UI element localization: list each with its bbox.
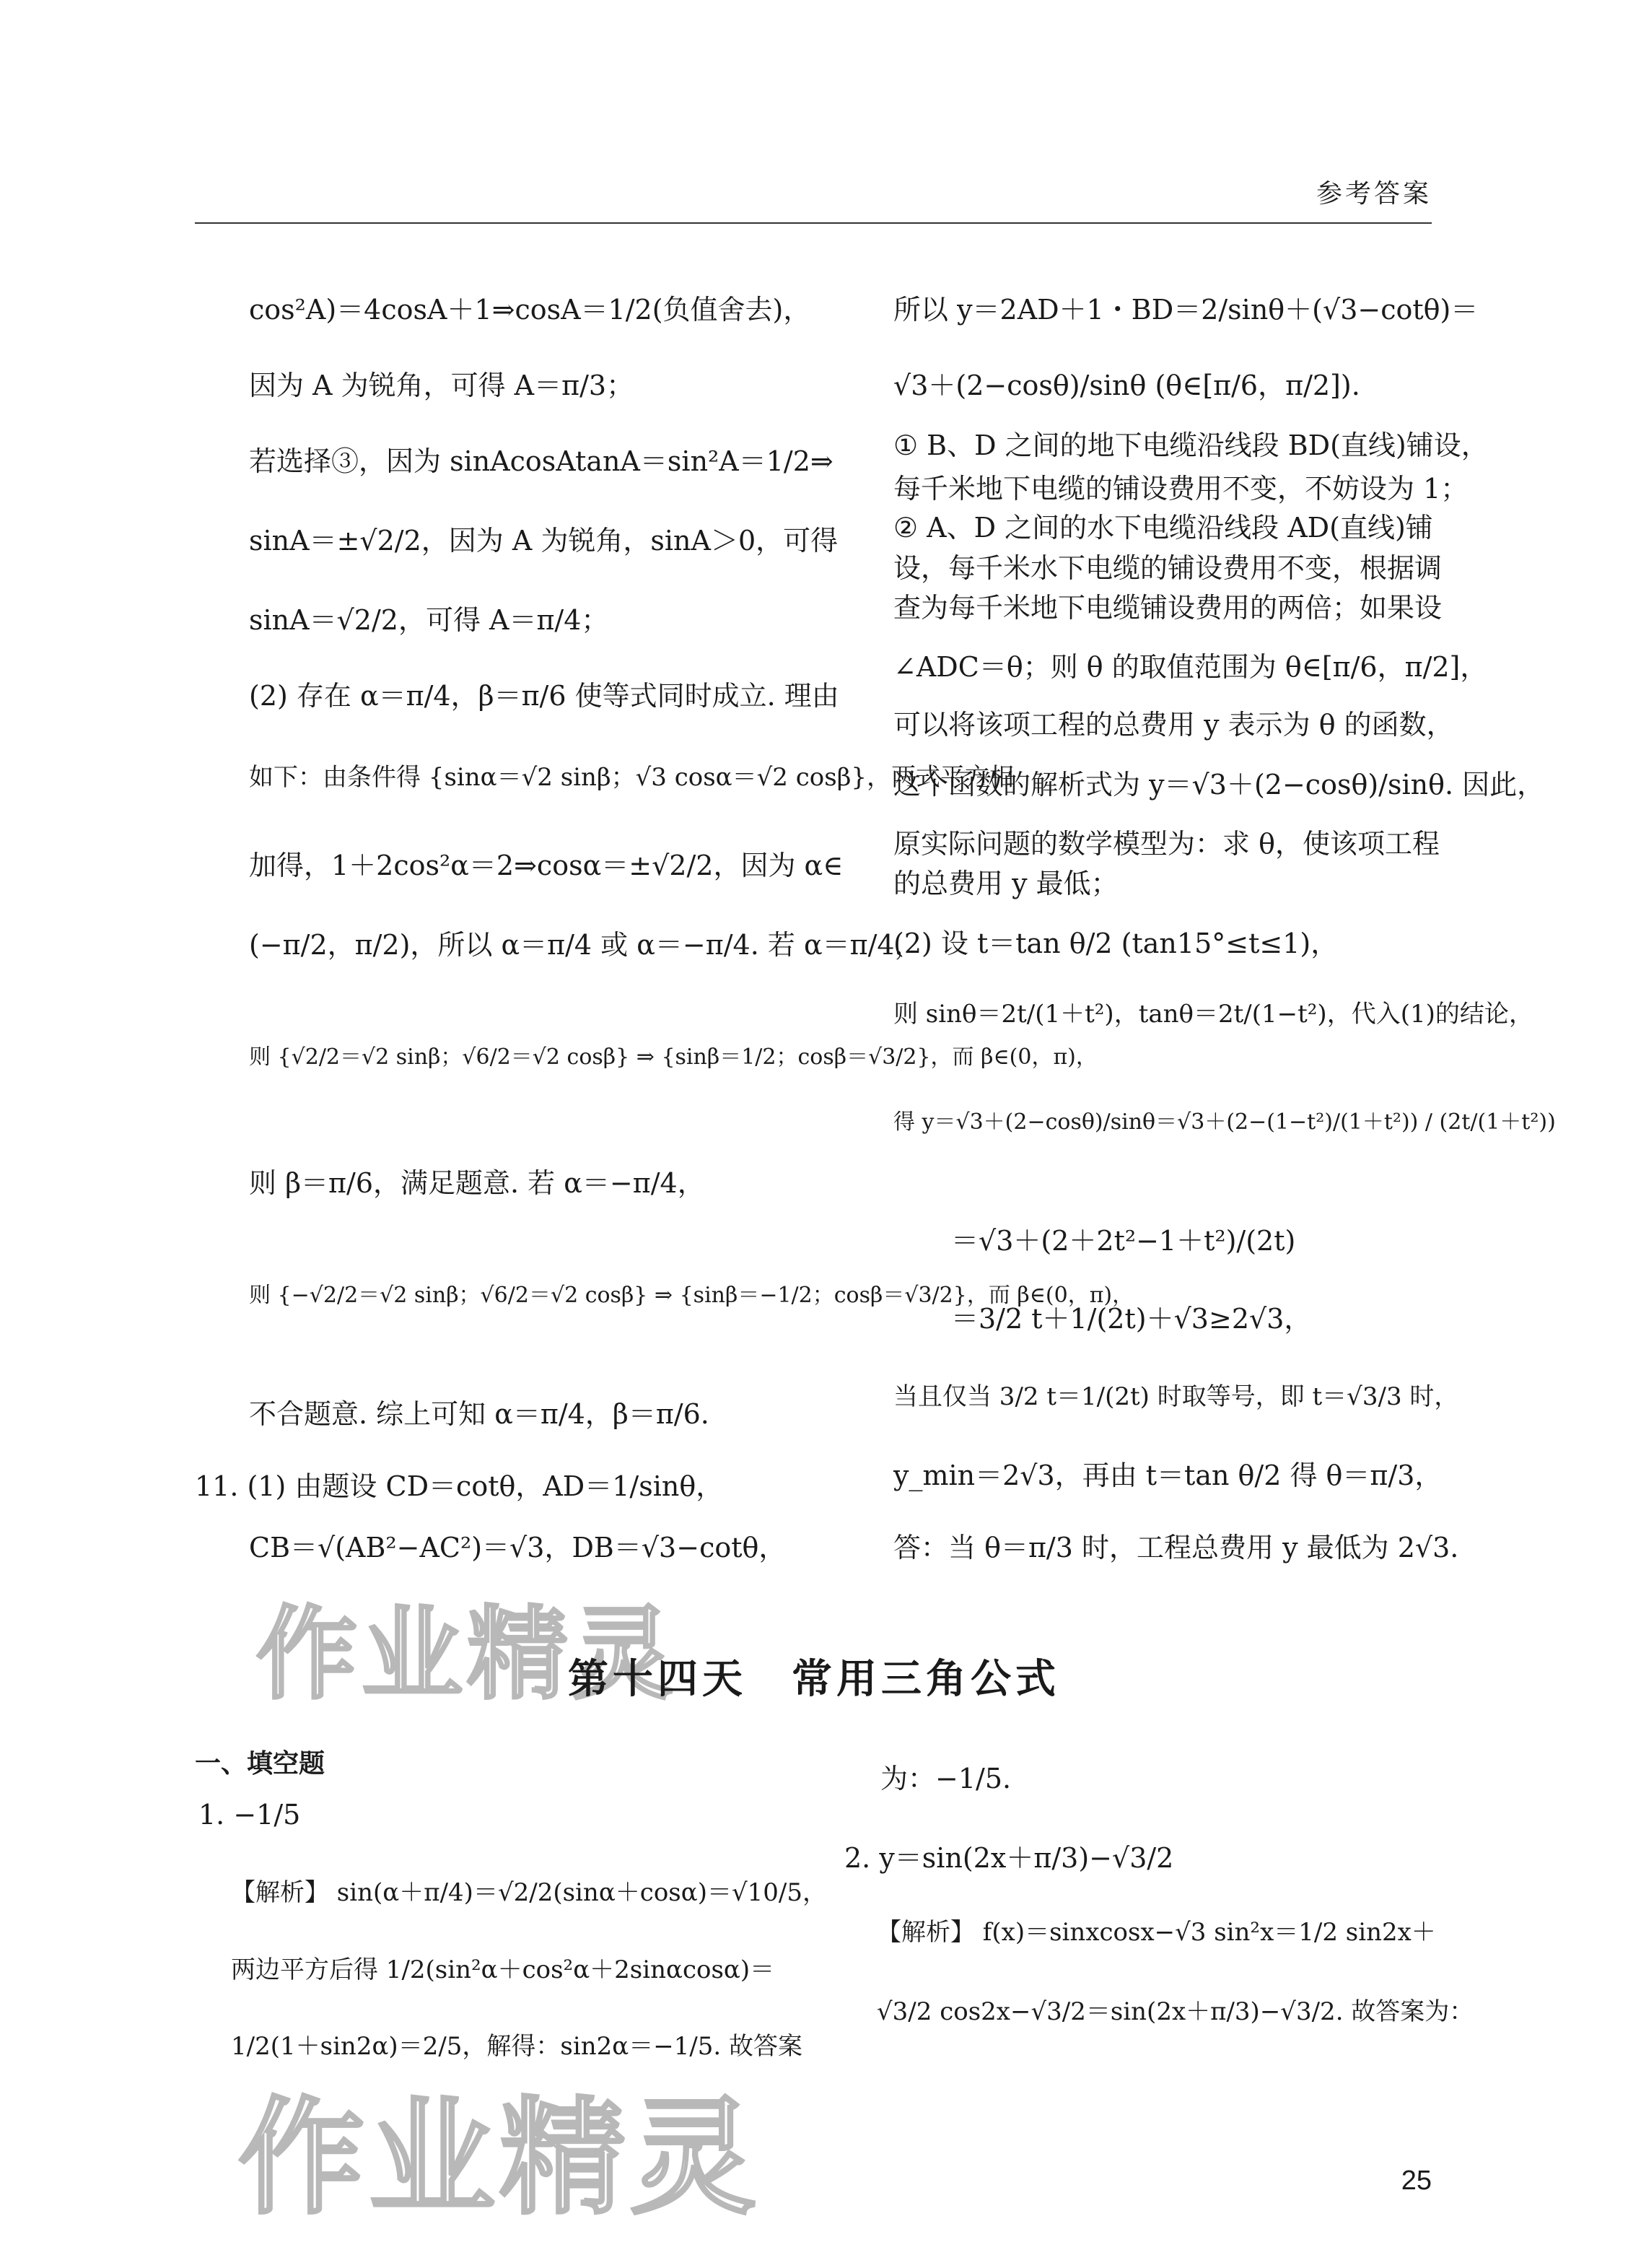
text-line: 1. −1/5 (198, 1799, 301, 1831)
text-line: 所以 y＝2AD＋1・BD＝2/sinθ＋(√3−cotθ)＝ (893, 294, 1479, 326)
text-line: 则 sinθ＝2t/(1＋t²)，tanθ＝2t/(1−t²)，代入(1)的结论， (893, 1000, 1533, 1029)
text-line: 的总费用 y 最低； (893, 868, 1119, 899)
text-line: 两边平方后得 1/2(sin²α＋cos²α＋2sinαcosα)＝ (231, 1955, 775, 1984)
text-line: 如下：由条件得 {sinα＝√2 sinβ；√3 cosα＝√2 cosβ}，两式平方相 (249, 763, 1014, 792)
page-number: 25 (1401, 2165, 1432, 2196)
text-line: 答：当 θ＝π/3 时，工程总费用 y 最低为 2√3. (893, 1532, 1459, 1563)
text-line: ② A、D 之间的水下电缆沿线段 AD(直线)铺 (893, 512, 1433, 544)
text-line: 1/2(1＋sin2α)＝2/5，解得：sin2α＝−1/5. 故答案 (231, 2032, 803, 2061)
text-line: 原实际问题的数学模型为：求 θ，使该项工程 (893, 828, 1440, 860)
text-line: 则 {−√2/2＝√2 sinβ；√6/2＝√2 cosβ} ⇒ {sinβ＝−1/2；cosβ＝√3/2}，而 β∈(0，π)， (249, 1283, 1134, 1308)
text-line: √3＋(2−cosθ)/sinθ (θ∈[π/6，π/2]). (893, 370, 1360, 401)
text-line: 因为 A 为锐角，可得 A＝π/3； (249, 370, 634, 401)
text-line: (−π/2，π/2)，所以 α＝π/4 或 α＝−π/4. 若 α＝π/4， (249, 929, 922, 961)
text-line: 则 {√2/2＝√2 sinβ；√6/2＝√2 cosβ} ⇒ {sinβ＝1/2；cosβ＝√3/2}，而 β∈(0，π)， (249, 1044, 1098, 1070)
text-line: 不合题意. 综上可知 α＝π/4，β＝π/6. (249, 1398, 709, 1430)
text-line: 2. y＝sin(2x＋π/3)−√3/2 (844, 1842, 1174, 1874)
text-line: 加得，1＋2cos²α＝2⇒cosα＝±√2/2，因为 α∈ (249, 850, 844, 881)
text-line: 设，每千米水下电缆的铺设费用不变，根据调 (893, 552, 1443, 584)
watermark: 作业精灵 (238, 2085, 761, 2232)
text-line: 则 β＝π/6，满足题意. 若 α＝−π/4， (249, 1167, 705, 1199)
text-line: 11. (1) 由题设 CD＝cotθ，AD＝1/sinθ， (195, 1470, 724, 1502)
text-line: CB＝√(AB²−AC²)＝√3，DB＝√3−cotθ， (249, 1532, 787, 1563)
text-line: 若选择③，因为 sinAcosAtanA＝sin²A＝1/2⇒ (249, 445, 833, 477)
text-line: ＝3/2 t＋1/(2t)＋√3≥2√3， (951, 1303, 1312, 1335)
text-line: 为：−1/5. (880, 1763, 1012, 1794)
watermark: 作业精灵 (256, 1596, 678, 1714)
text-line: ＝√3＋(2＋2t²−1＋t²)/(2t) (951, 1225, 1296, 1257)
header-title: 参考答案 (1316, 179, 1432, 209)
text-line: (2) 设 t＝tan θ/2 (tan15°≤t≤1)， (893, 928, 1339, 959)
text-line: 查为每千米地下电缆铺设费用的两倍；如果设 (893, 592, 1443, 624)
text-line: sinA＝√2/2，可得 A＝π/4； (249, 604, 609, 636)
text-line: sinA＝±√2/2，因为 A 为锐角，sinA＞0，可得 (249, 525, 839, 557)
text-line: 当且仅当 3/2 t＝1/(2t) 时取等号，即 t＝√3/3 时， (893, 1382, 1459, 1411)
text-line: √3/2 cos2x−√3/2＝sin(2x＋π/3)−√3/2. 故答案为： (877, 1997, 1474, 2026)
text-line: 每千米地下电缆的铺设费用不变，不妨设为 1； (893, 473, 1469, 505)
text-line: 可以将该项工程的总费用 y 表示为 θ 的函数， (893, 709, 1454, 741)
text-line: (2) 存在 α＝π/4，β＝π/6 使等式同时成立. 理由 (249, 680, 839, 712)
text-line: cos²A)＝4cosA＋1⇒cosA＝1/2(负值舍去)， (249, 294, 811, 326)
section-title: 第十四天 常用三角公式 (568, 1656, 1060, 1703)
text-line: ∠ADC＝θ；则 θ 的取值范围为 θ∈[π/6，π/2]， (893, 651, 1488, 683)
text-line: 【解析】 f(x)＝sinxcosx−√3 sin²x＝1/2 sin2x＋ (877, 1918, 1436, 1947)
text-line: 得 y＝√3＋(2−cosθ)/sinθ＝√3＋(2−(1−t²)/(1＋t²)) / (2t/(1＋t²)) (893, 1109, 1556, 1135)
page-header (195, 165, 1432, 224)
text-line: y_min＝2√3，再由 t＝tan θ/2 得 θ＝π/3， (893, 1460, 1443, 1491)
text-line: ① B、D 之间的地下电缆沿线段 BD(直线)铺设， (893, 429, 1489, 461)
text-line: 【解析】 sin(α＋π/4)＝√2/2(sinα＋cosα)＝√10/5， (231, 1878, 827, 1907)
text-line: 这个函数的解析式为 y＝√3＋(2−cosθ)/sinθ. 因此， (893, 769, 1545, 801)
section-heading: 一、填空题 (195, 1749, 325, 1779)
